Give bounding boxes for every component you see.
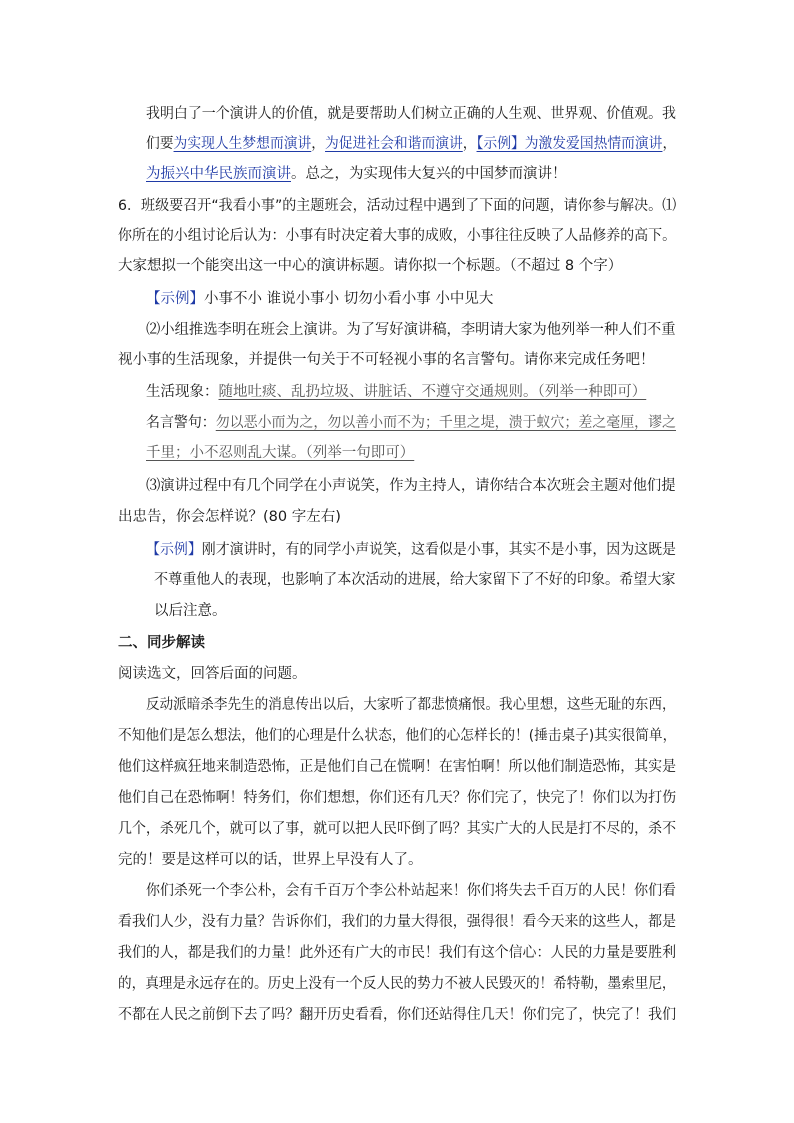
life-phenomenon: 生活现象：随地吐痰、乱扔垃圾、讲脏话、不遵守交通规则。（列举一种即可） [146, 384, 647, 400]
passage-p1-line3: 他们这样疯狂地来制造恐怖，正是他们自己在慌啊！在害怕啊！所以他们制造恐怖，其实是 [118, 759, 677, 775]
life-answer: 随地吐痰、乱扔垃圾、讲脏话、不遵守交通规则。（列举一种即可） [218, 384, 647, 400]
example-tag: 【示例】 [146, 291, 204, 307]
answer5-line2: 们要为实现人生梦想而演讲，为促进社会和谐而演讲，【示例】为激发爱国热情而演讲， [146, 136, 677, 152]
passage-p1-line4: 他们自己在恐怖啊！特务们，你们想想，你们还有几天？你们完了，快完了！你们以为打伤 [118, 790, 677, 806]
answer5-underlined-3: 为振兴中华民族而演讲 [146, 166, 291, 182]
passage-p2-line5: 不都在人民之前倒下去了吗？翻开历史看看，你们还站得住几天！你们完了，快完了！我们 [118, 1007, 677, 1023]
passage-p1-line5: 几个，杀死几个，就可以了事，就可以把人民吓倒了吗？其实广大的人民是打不尽的，杀不 [118, 821, 677, 837]
answer5-line3: 为振兴中华民族而演讲。总之，为实现伟大复兴的中国梦而演讲！ [146, 166, 567, 182]
answer5-example: 【示例】为激发爱国热情而演讲 [476, 136, 663, 152]
section-heading: 二、同步解读 [118, 635, 205, 651]
quote-line2 [146, 443, 414, 463]
quote-answer-2: 千里；小不忍则乱大谋。（列举一句即可） [146, 445, 415, 461]
answer5-line1: 我明白了一个演讲人的价值，就是要帮助人们树立正确的人生观、世界观、价值观。我 [146, 106, 677, 122]
answer5-underlined-2: 为促进社会和谐而演讲 [325, 136, 463, 152]
q6-example3-line3: 以后注意。 [154, 603, 227, 619]
q6-example1: 【示例】小事不小 谁说小事小 切勿小看小事 小中见大 [146, 291, 494, 307]
passage-p2-line1: 你们杀死一个李公朴，会有千百万个李公朴站起来！你们将失去千百万的人民！你们看 [146, 883, 677, 899]
q6-line2: 你所在的小组讨论后认为：小事有时决定着大事的成败，小事往往反映了人品修养的高下。 [118, 228, 677, 244]
example-tag: 【示例】 [146, 542, 202, 558]
passage-p2-line4: 的，真理是永远存在的。历史上没有一个反人民的势力不被人民毁灭的！希特勒，墨索里尼， [118, 976, 676, 992]
quote-answer-1: 勿以恶小而为之，勿以善小而不为；千里之堤，溃于蚁穴；差之毫厘，谬之 [215, 415, 677, 431]
passage-p1-line6: 完的！要是这样可以的话，世界上早没有人了。 [118, 852, 423, 868]
quote-line1: 名言警句：勿以恶小而为之，勿以善小而不为；千里之堤，溃于蚁穴；差之毫厘，谬之 [146, 415, 677, 431]
q6-sub3-line1: ⑶演讲过程中有几个同学在小声说笑，作为主持人，请你结合本次班会主题对他们提 [146, 478, 676, 494]
q6-line1: 6．班级要召开“我看小事”的主题班会，活动过程中遇到了下面的问题，请你参与解决。⑴ [118, 198, 677, 214]
passage-p2-line3: 我们的人，都是我们的力量！此外还有广大的市民！我们有这个信心：人民的力量是要胜利 [118, 945, 677, 961]
q6-sub3-line2: 出忠告，你会怎样说？(80 字左右) [118, 509, 341, 525]
q6-line3: 大家想拟一个能突出这一中心的演讲标题。请你拟一个标题。（不超过 8 个字） [118, 258, 623, 274]
q6-example3-line2: 不尊重他人的表现，也影响了本次活动的进展，给大家留下了不好的印象。希望大家 [154, 572, 676, 588]
q6-sub2-line1: ⑵小组推选李明在班会上演讲。为了写好演讲稿，李明请大家为他列举一种人们不重 [146, 322, 676, 338]
reading-instruction: 阅读选文，回答后面的问题。 [118, 666, 307, 682]
passage-p1-line2: 不知他们是怎么想法，他们的心理是什么状态，他们的心怎样长的！(捶击桌子)其实很简单， [118, 728, 677, 744]
q6-example3-line1: 【示例】刚才演讲时，有的同学小声说笑，这看似是小事，其实不是小事，因为这既是 [146, 542, 677, 558]
q6-sub2-line2: 视小事的生活现象，并提供一句关于不可轻视小事的名言警句。请你来完成任务吧！ [118, 352, 655, 368]
passage-p1-line1: 反动派暗杀李先生的消息传出以后，大家听了都悲愤痛恨。我心里想，这些无耻的东西， [146, 697, 676, 713]
passage-p2-line2: 看我们人少，没有力量？告诉你们，我们的力量大得很，强得很！看今天来的这些人，都是 [118, 914, 677, 930]
answer5-underlined-1: 为实现人生梦想而演讲 [173, 136, 312, 152]
